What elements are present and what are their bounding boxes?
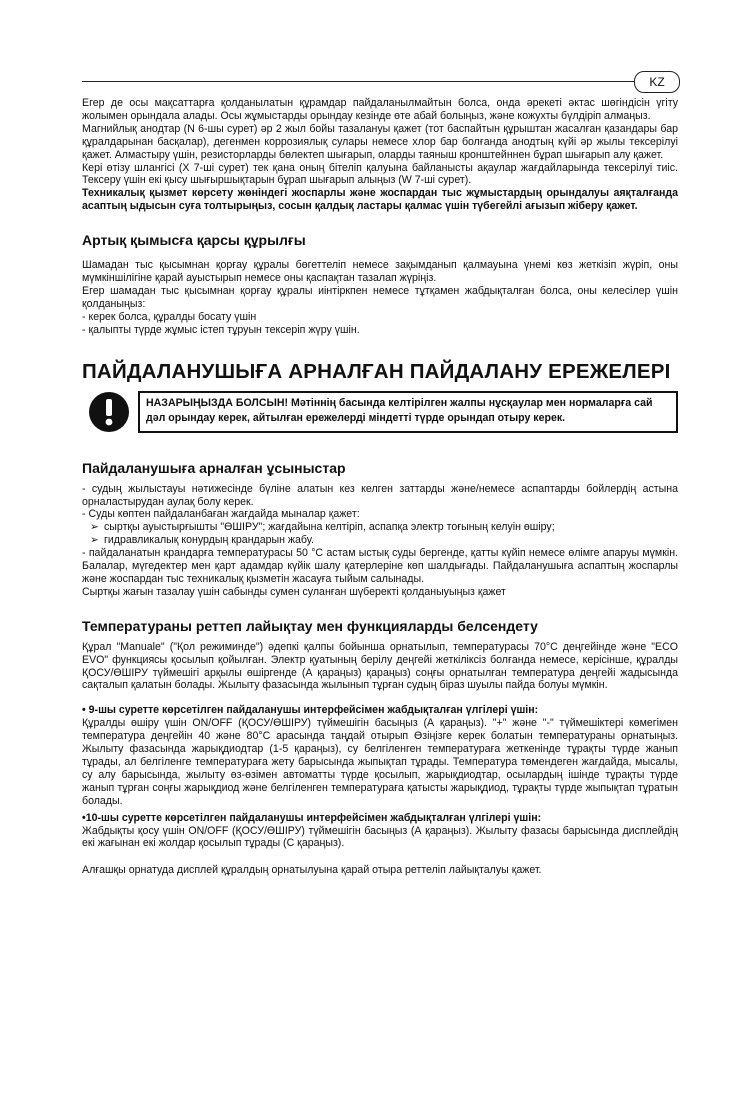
- recommendations-arrow-item-1: [82, 521, 678, 534]
- intro-paragraph-1: Егер де осы мақсаттарға қолданылатын құрамдар пайдаланылмайтын болса, онда әрекеті әктас шөгіндісін үгіту жолымен орындала алады. Осы жұмыстарды орындау кезінде өте абай болыңыз, және кожухты бүлдіріп алмаңыз.: [82, 97, 678, 122]
- model-10-text: Жабдықты қосу үшін ON/OFF (ҚОСУ/ӨШІРУ) түймешігін басыңыз (А қараңыз). Жылыту фазасы барысында дисплейдің екі жағынан екі жолдар қосылып тұрады (С қараңыз).: [82, 824, 678, 850]
- temperature-heading: Температураны реттеп лайықтау мен функцияларды белсендету: [82, 617, 538, 634]
- recommendations-paragraph-2: - Суды көптен пайдаланбаған жағдайда мыналар қажет:: [82, 508, 360, 521]
- recommendations-paragraph-4: Сыртқы жағын тазалау үшін сабынды сумен суланған шүберекті қолданыуыңыз қажет: [82, 585, 506, 598]
- arrow-bullet-icon: ➢: [90, 534, 99, 547]
- arrow-bullet-icon: ➢: [90, 521, 99, 534]
- model-9-text: Құралды өшіру үшін ON/OFF (ҚОСУ/ӨШІРУ) түймешігін басыңыз (А қараңыз). "+" және "-" түймешіктері көмегімен температура деңгейін 40 және 80°С арасында таңдай отырып Өзіңізге керек болатын температураны орнатыңыз. Жылыту фазасында жарықдиодтар (1-5 қараңыз), су белгіленген температураға жеткенінде тұрақты түрде жанып тұрады, ал белгіленге температураға жету барысында жыпықтап тұрады. Температура төмендеген жағдайда, мысалы, су алу барысында, жылыту өз-өзімен автоматты түрде қосылып, жарықдиодтар, осылардың ішінде тұрақты түрде жанып тұрған соңғы жарықдиод және белгіленген температураға қатысты жарықдиод, тұрақты түрде жыпықтап тұратын болады.: [82, 717, 678, 807]
- warning-text: НАЗАРЫҢЫЗДА БОЛСЫН! Мәтіннің басында келтірілген жалпы нұсқаулар мен нормаларға сай дәл орындау керек, айтылған ережелерді міндетті түрде орындап отыру керек.: [138, 391, 678, 433]
- overpressure-heading: Артық қымысға қарсы құрылғы: [82, 232, 306, 249]
- recommendations-arrow-item-2: [82, 534, 678, 547]
- warning-block: [82, 391, 678, 433]
- overpressure-list-item-2: - қалыпты түрде жұмыс істеп тұруын тексеріп жүру үшін.: [82, 323, 360, 336]
- intro-paragraph-4: Техникалық қызмет көрсету жөніндегі жоспарлы және жоспардан тыс жұмыстардың орындалуы аяқталғанда асаптың ыдысын суға толтырыңыз, сосын қалдық ластары қалмас үшін түбегейлі ағызып жіберу қажет.: [82, 187, 678, 213]
- arrow-item-text: сыртқы ауыстырғышты "ӨШІРУ"; жағдайына келтіріп, аспапқа электр тоғының келуін өшіру;: [104, 521, 555, 534]
- model-10-heading: •10-шы суретте көрсетілген пайдаланушы интерфейсімен жабдықталған үлгілері үшін:: [82, 811, 542, 824]
- user-rules-title: ПАЙДАЛАНУШЫҒА АРНАЛҒАН ПАЙДАЛАНУ ЕРЕЖЕЛЕРІ: [82, 359, 671, 383]
- overpressure-paragraph-1: Шамадан тыс қысымнан қорғау құралы бөгеттеліп немесе зақымданып қалмауына үнемі көз жеткізіп жүріп, оны мүмкіншілігіне қарай ауыстырып немесе оны қаспақтан тазалап жүріңіз.: [82, 259, 678, 285]
- final-note: Алғашқы орнатуда дисплей құралдың орнатылуына қарай отыра реттеліп лайықталуы қажет.: [82, 864, 542, 877]
- language-badge: KZ: [634, 71, 680, 93]
- recommendations-heading: Пайдаланушыға арналған ұсыныстар: [82, 459, 346, 476]
- recommendations-paragraph-1: - судың жылыстауы нәтижесінде бүліне алатын кез келген заттарды және/немесе аспаптарды бойлердің астына орналастырудан аулақ болу керек.: [82, 482, 678, 508]
- temperature-paragraph-1: Құрал "Manuale" ("Қол режиминде") әдепкі қалпы бойынша орнатылып, температурасы 70°С деңгейінде және "ECO EVO" функциясы қосылып қойылған. Электр қуатының берілу деңгейі жеткіліксіз болғанда немесе, керісінше, құралды ҚОСУ/ӨШІРУ түймешігі арқылы өшіргенде (А қараңыз) қараңыз) соңғы орнатылған температура деңгейі жадысында сақталып қалатын болады. Жылыту фазасында жылынып тұрған судың біраз шуылы пайда болуы мүмкін.: [82, 640, 678, 692]
- overpressure-list-item-1: - керек болса, құралды босату үшін: [82, 310, 257, 323]
- exclamation-icon: [88, 391, 130, 433]
- model-9-heading: • 9-шы суретте көрсетілген пайдаланушы интерфейсімен жабдықталған үлгілері үшін:: [82, 704, 539, 717]
- intro-paragraph-2: Магнийлық анодтар (N 6-шы сурет) әр 2 жыл бойы тазалануы қажет (тот баспайтын құрыштан жасалған қазандары бар құралдарынан басқалар), дегенмен коррозиялық сулары немесе хлор бар болғанда анодтың күйі әр жылы тексерілуі қажет. Алмастыру үшін, резисторларды бөлектеп шығарып, оларды таяныш кронштейннен бұрап шығарып алу қажет.: [82, 122, 678, 161]
- arrow-item-text: гидравликалық конурдың крандарын жабу.: [104, 534, 314, 547]
- overpressure-paragraph-2: Егер шамадан тыс қысымнан қорғау құралы иінтіркпен немесе тұтқамен жабдықталған болса, оны келесілер үшін қолданыңыз:: [82, 284, 678, 310]
- header-rule: [82, 81, 634, 82]
- intro-paragraph-3: Кері өтізу шлангісі (X 7-ші сурет) тек қана оның бітеліп қалуына байланысты ақаулар жағдайларында тексерілуі тиіс. Тексеру үшін екі қысу шығыршықтарын бұрап шығарып алыңыз (W 7-ші сурет).: [82, 161, 678, 187]
- page-content: [82, 97, 678, 877]
- recommendations-paragraph-3: - пайдаланатын крандарға температурасы 50 °С астам ыстық суды бергенде, қатты күйіп немесе өлімге апаруы мүмкін. Балалар, мүгедектер мен қарт адамдар күйік шалу қатерлеріне көп шалдығады. Пайдаланушыға аспаптың жоспарлы және жоспардан тыс техникалық қызметін жасауға тыйым салынады.: [82, 547, 678, 585]
